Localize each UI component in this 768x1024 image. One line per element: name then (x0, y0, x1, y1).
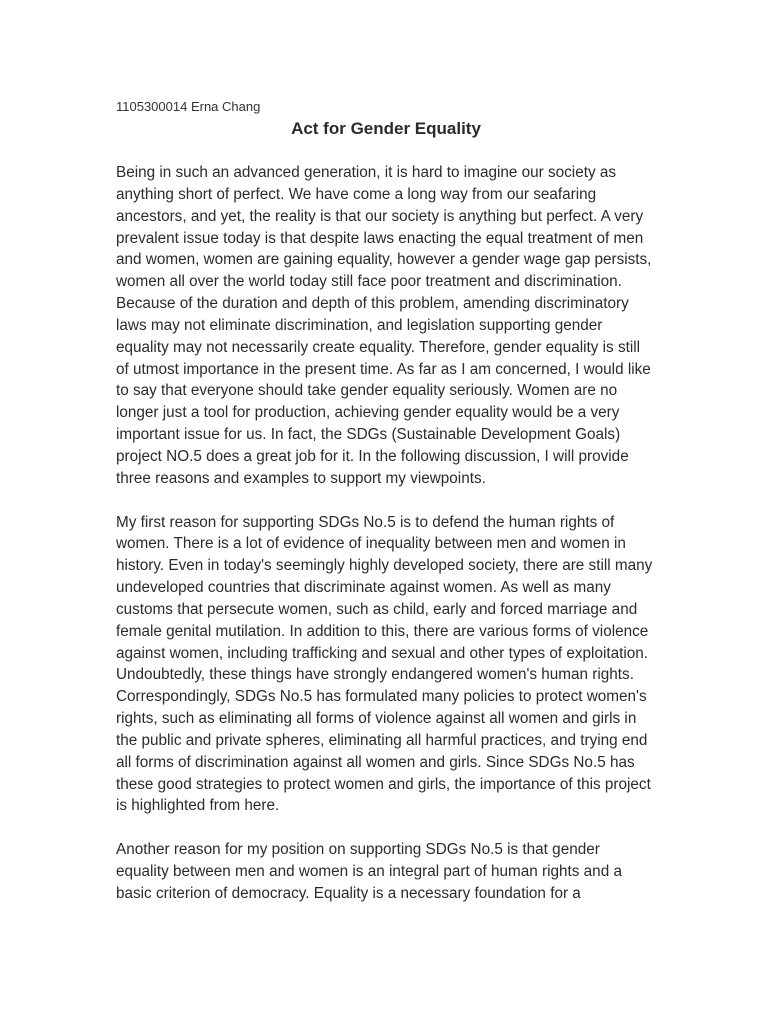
paragraph-introduction: Being in such an advanced generation, it is hard to imagine our society as anything short of perfect. We have come a long way from our seafaring ancestors, and yet, the reality is that our society is anything but perfect. A very prevalent issue today is that despite laws enacting the equal treatment of men and women, women are gaining equality, however a gender wage gap persists, women all over the world today still face poor treatment and discrimination. Because of the duration and depth of this problem, amending discriminatory laws may not eliminate discrimination, and legislation supporting gender equality may not necessarily create equality. Therefore, gender equality is still of utmost importance in the present time. As far as I am concerned, I would like to say that everyone should take gender equality seriously. Women are no longer just a tool for production, achieving gender equality would be a very important issue for us. In fact, the SDGs (Sustainable Development Goals) project NO.5 does a great job for it. In the following discussion, I will provide three reasons and examples to support my viewpoints. (116, 164, 652, 487)
document-page (116, 98, 656, 905)
author-line: 1105300014 Erna Chang (116, 99, 261, 114)
paragraph-second-reason: Another reason for my position on supporting SDGs No.5 is that gender equality between men and women is an integral part of human rights and a basic criterion of democracy. Equality is a necessary foundation for a (116, 841, 622, 902)
paragraph-first-reason: My first reason for supporting SDGs No.5 is to defend the human rights of women. There is a lot of evidence of inequality between men and women in history. Even in today's seemingly highly developed society, there are still many undeveloped countries that discriminate against women. As well as many customs that persecute women, such as child, early and forced marriage and female genital mutilation. In addition to this, there are various forms of violence against women, including trafficking and sexual and other types of exploitation. Undoubtedly, these things have strongly endangered women's human rights. Correspondingly, SDGs No.5 has formulated many policies to protect women's rights, such as eliminating all forms of violence against all women and girls in the public and private spheres, eliminating all harmful practices, and trying end all forms of discrimination against all women and girls. Since SDGs No.5 has these good strategies to protect women and girls, the importance of this project is highlighted from here. (116, 513, 653, 815)
document-title: Act for Gender Equality (291, 119, 481, 138)
